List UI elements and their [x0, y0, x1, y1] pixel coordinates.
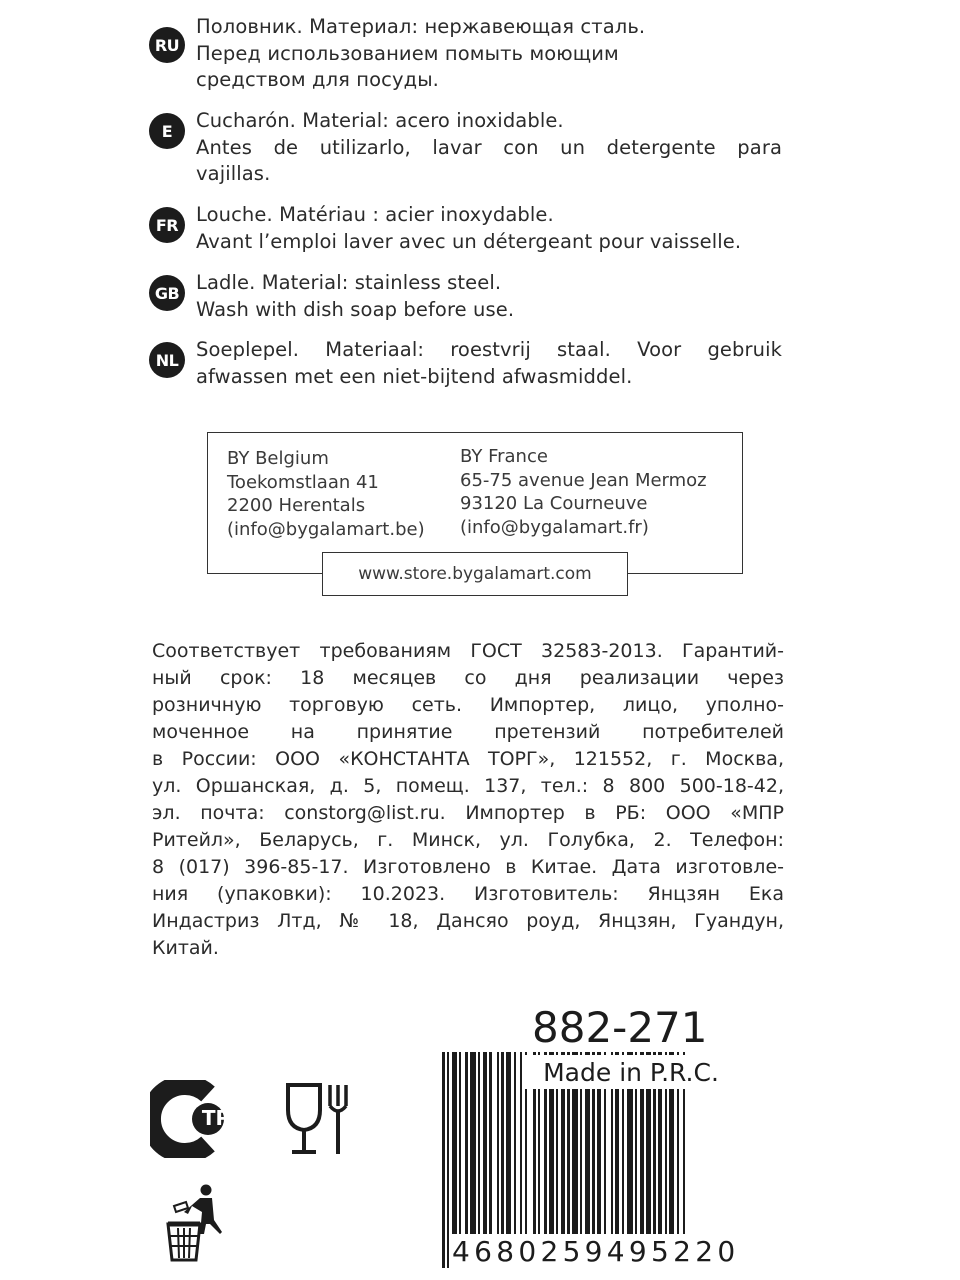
legal-line: Соответствует требованиям ГОСТ 32583-2013. Гарантий-: [152, 640, 784, 662]
address-line: (info@bygalamart.fr): [460, 516, 649, 538]
legal-line: в России: ООО «КОНСТАНТА ТОРГ», 121552, г. Москва,: [152, 748, 784, 770]
address-line: (info@bygalamart.be): [227, 518, 425, 540]
address-line: 65-75 avenue Jean Mermoz: [460, 469, 707, 491]
lang-line: Перед использованием помыть моющим: [196, 41, 619, 65]
lang-line: Soeplepel. Materiaal: roestvrij staal. Voor gebruik: [196, 338, 782, 361]
lang-badge-fr: FR: [149, 207, 185, 243]
made-in-label: Made in P.R.C.: [522, 1055, 740, 1089]
address-line: BY France: [460, 446, 548, 467]
legal-line: Китай.: [152, 937, 219, 959]
legal-line: Ритейл», Беларусь, г. Минск, ул. Голубка, 2. Телефон:: [152, 829, 784, 851]
legal-text: [152, 638, 784, 962]
lang-line: Cucharón. Material: acero inoxidable.: [196, 109, 564, 132]
lang-badge-es: E: [149, 113, 185, 149]
ean-number: 4680259495220: [452, 1234, 782, 1270]
lang-line: afwassen met een niet-bijtend afwasmiddel.: [196, 364, 633, 388]
lang-badge-ru: RU: [149, 27, 185, 63]
lang-line: Antes de utilizarlo, lavar con un detergente para: [196, 135, 782, 159]
eac-ctr-icon: [150, 1080, 242, 1162]
barcode-bar: [442, 1052, 445, 1268]
lang-badge-nl: NL: [149, 342, 185, 378]
lang-line: vajillas.: [196, 162, 271, 185]
legal-line: ния (упаковки): 10.2023. Изготовитель: Янцзян Ека: [152, 883, 784, 905]
address-france: [460, 445, 707, 539]
lang-line: Ladle. Material: stainless steel.: [196, 271, 502, 294]
address-belgium: [227, 447, 425, 541]
tidyman-recycle-icon: [166, 1184, 232, 1266]
legal-line: розничную торговую сеть. Импортер, лицо, уполно-: [152, 694, 784, 716]
legal-line: эл. почта: constorg@list.ru. Импортер в РБ: ООО «МПР: [152, 802, 784, 824]
lang-badge-gb: GB: [149, 275, 185, 311]
address-line: Toekomstlaan 41: [227, 471, 379, 493]
food-safe-glass-fork-icon: [282, 1082, 350, 1160]
legal-line: Индастриз Лтд, № 18, Дансяо роуд, Янцзян, Гуандун,: [152, 910, 784, 932]
lang-text-nl: [196, 337, 782, 390]
article-number: 882-271: [532, 1003, 708, 1052]
legal-line: 8 (017) 396-85-17. Изготовлено в Китае. Дата изготовле-: [152, 856, 784, 878]
barcode-bar: [447, 1052, 449, 1268]
address-line: 2200 Herentals: [227, 495, 366, 516]
lang-line: Louche. Matériau : acier inoxydable.: [196, 203, 554, 226]
lang-line: Avant l’emploi laver avec un détergeant pour vaisselle.: [196, 229, 742, 253]
lang-line: Половник. Материал: нержавеющая сталь.: [196, 15, 646, 38]
address-line: BY Belgium: [227, 448, 329, 469]
lang-text-ru: [196, 14, 782, 94]
address-line: 93120 La Courneuve: [460, 493, 648, 514]
website-url: www.store.bygalamart.com: [322, 552, 628, 596]
lang-text-gb: [196, 270, 782, 323]
lang-text-es: [196, 108, 782, 188]
eac-label: ТР: [201, 1106, 231, 1130]
lang-line: Wash with dish soap before use.: [196, 297, 515, 321]
legal-line: ул. Оршанская, д. 5, помещ. 137, тел.: 8 800 500-18-42,: [152, 775, 784, 797]
legal-line: ный срок: 18 месяцев со дня реализации через: [152, 667, 784, 689]
legal-line: моченное на принятие претензий потребителей: [152, 721, 784, 743]
lang-text-fr: [196, 202, 782, 255]
lang-line: средством для посуды.: [196, 68, 439, 91]
